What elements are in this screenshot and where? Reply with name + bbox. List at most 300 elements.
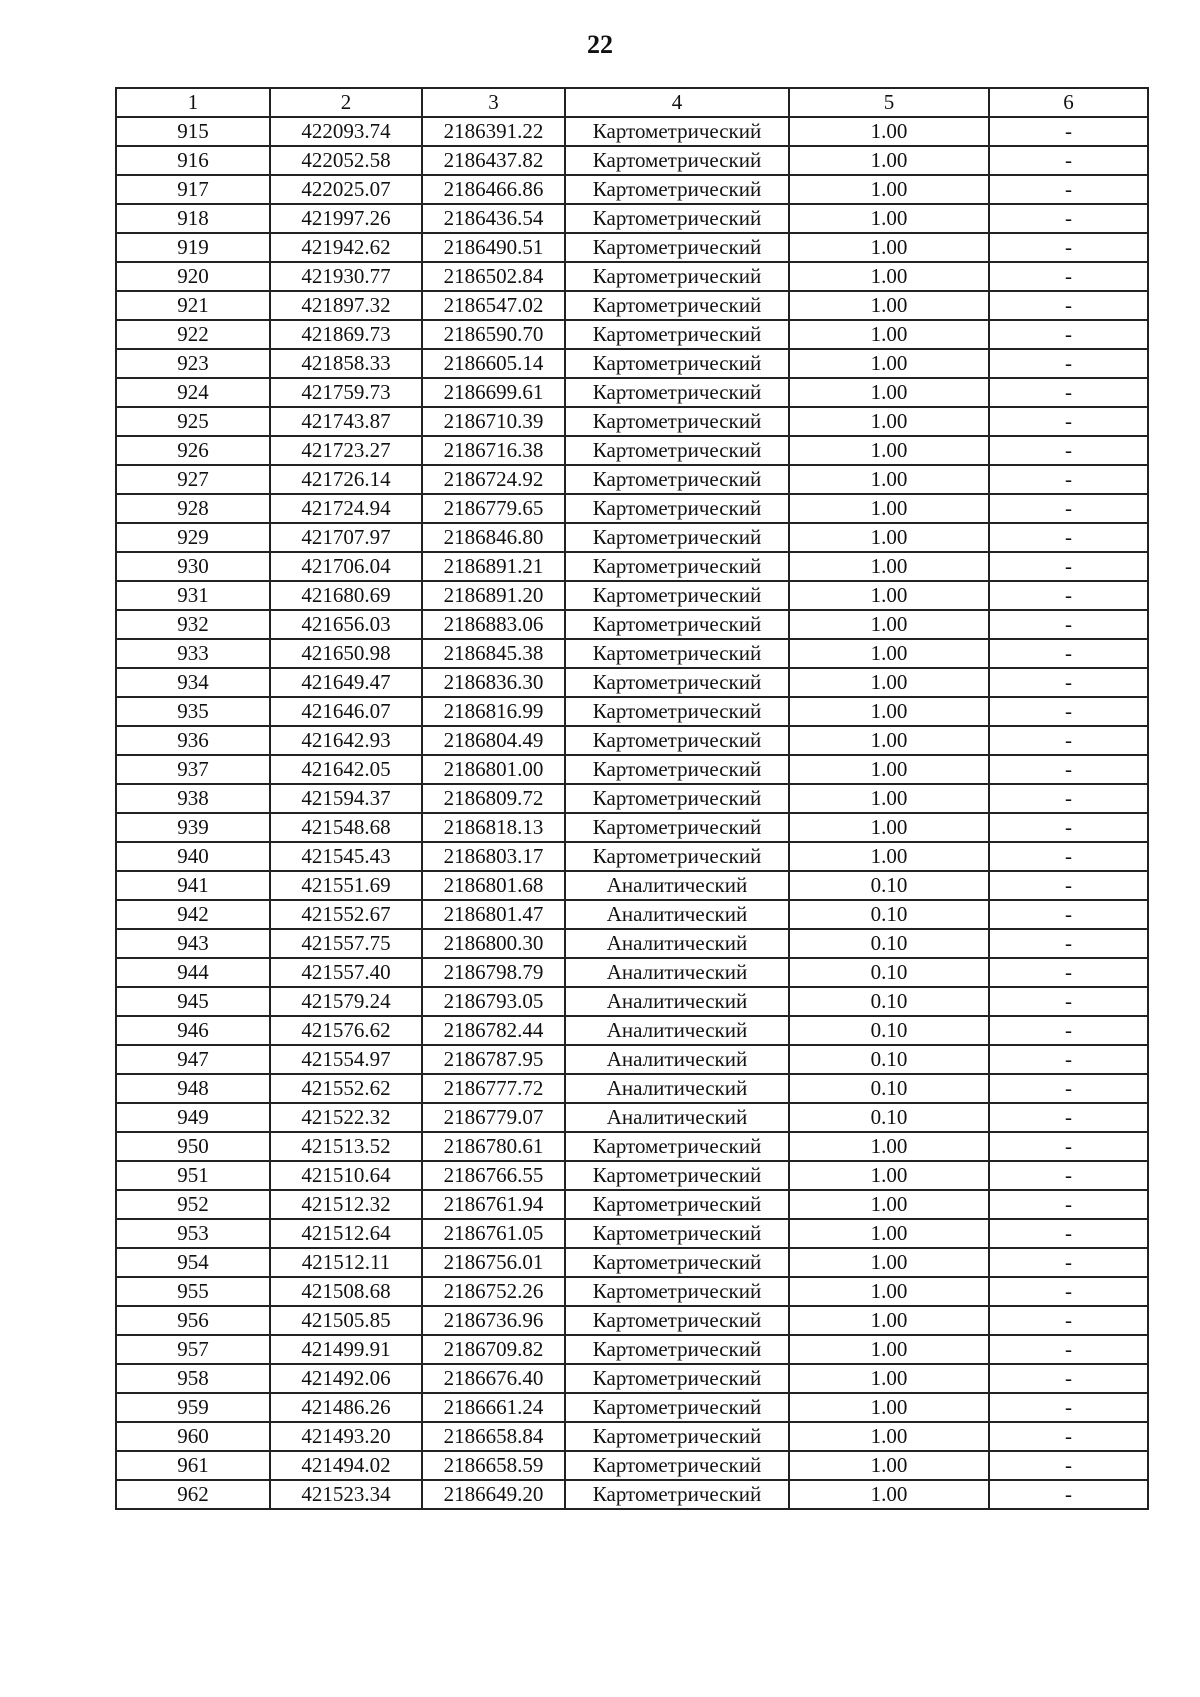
- method-cell: Картометрический: [565, 610, 789, 639]
- accuracy-cell: 0.10: [789, 987, 989, 1016]
- point-number-cell: 917: [116, 175, 270, 204]
- column-header: 1: [116, 88, 270, 117]
- description-cell: -: [989, 320, 1148, 349]
- description-cell: -: [989, 639, 1148, 668]
- page-number: 22: [587, 30, 613, 59]
- description-cell: -: [989, 1422, 1148, 1451]
- x-coordinate-cell: 421649.47: [270, 668, 422, 697]
- accuracy-cell: 1.00: [789, 726, 989, 755]
- y-coordinate-cell: 2186804.49: [422, 726, 565, 755]
- y-coordinate-cell: 2186649.20: [422, 1480, 565, 1509]
- accuracy-cell: 1.00: [789, 349, 989, 378]
- method-cell: Картометрический: [565, 1161, 789, 1190]
- x-coordinate-cell: 421579.24: [270, 987, 422, 1016]
- x-coordinate-cell: 422093.74: [270, 117, 422, 146]
- x-coordinate-cell: 421942.62: [270, 233, 422, 262]
- description-cell: -: [989, 407, 1148, 436]
- point-number-cell: 954: [116, 1248, 270, 1277]
- table-body: [116, 117, 1148, 1509]
- description-cell: -: [989, 1016, 1148, 1045]
- table-row: [116, 117, 1148, 146]
- method-cell: Аналитический: [565, 1103, 789, 1132]
- x-coordinate-cell: 422025.07: [270, 175, 422, 204]
- table-row: [116, 291, 1148, 320]
- description-cell: -: [989, 1132, 1148, 1161]
- method-cell: Картометрический: [565, 1364, 789, 1393]
- method-cell: Аналитический: [565, 871, 789, 900]
- accuracy-cell: 1.00: [789, 523, 989, 552]
- y-coordinate-cell: 2186756.01: [422, 1248, 565, 1277]
- table-row: [116, 146, 1148, 175]
- description-cell: -: [989, 755, 1148, 784]
- y-coordinate-cell: 2186780.61: [422, 1132, 565, 1161]
- x-coordinate-cell: 421508.68: [270, 1277, 422, 1306]
- point-number-cell: 940: [116, 842, 270, 871]
- point-number-cell: 948: [116, 1074, 270, 1103]
- description-cell: -: [989, 581, 1148, 610]
- point-number-cell: 918: [116, 204, 270, 233]
- accuracy-cell: 1.00: [789, 842, 989, 871]
- y-coordinate-cell: 2186490.51: [422, 233, 565, 262]
- x-coordinate-cell: 421493.20: [270, 1422, 422, 1451]
- coordinates-table: [115, 87, 1149, 1510]
- x-coordinate-cell: 421706.04: [270, 552, 422, 581]
- point-number-cell: 928: [116, 494, 270, 523]
- x-coordinate-cell: 421594.37: [270, 784, 422, 813]
- table-row: [116, 871, 1148, 900]
- description-cell: -: [989, 175, 1148, 204]
- y-coordinate-cell: 2186752.26: [422, 1277, 565, 1306]
- point-number-cell: 950: [116, 1132, 270, 1161]
- point-number-cell: 955: [116, 1277, 270, 1306]
- method-cell: Картометрический: [565, 378, 789, 407]
- accuracy-cell: 1.00: [789, 204, 989, 233]
- x-coordinate-cell: 421680.69: [270, 581, 422, 610]
- description-cell: -: [989, 291, 1148, 320]
- description-cell: -: [989, 1306, 1148, 1335]
- table-row: [116, 1016, 1148, 1045]
- accuracy-cell: 1.00: [789, 407, 989, 436]
- x-coordinate-cell: 421726.14: [270, 465, 422, 494]
- method-cell: Картометрический: [565, 204, 789, 233]
- x-coordinate-cell: 421723.27: [270, 436, 422, 465]
- x-coordinate-cell: 421554.97: [270, 1045, 422, 1074]
- point-number-cell: 934: [116, 668, 270, 697]
- accuracy-cell: 1.00: [789, 813, 989, 842]
- method-cell: Картометрический: [565, 552, 789, 581]
- table-row: [116, 1480, 1148, 1509]
- y-coordinate-cell: 2186699.61: [422, 378, 565, 407]
- accuracy-cell: 1.00: [789, 610, 989, 639]
- method-cell: Картометрический: [565, 117, 789, 146]
- x-coordinate-cell: 421486.26: [270, 1393, 422, 1422]
- point-number-cell: 959: [116, 1393, 270, 1422]
- y-coordinate-cell: 2186761.05: [422, 1219, 565, 1248]
- description-cell: -: [989, 1248, 1148, 1277]
- y-coordinate-cell: 2186800.30: [422, 929, 565, 958]
- table-row: [116, 1393, 1148, 1422]
- accuracy-cell: 0.10: [789, 871, 989, 900]
- x-coordinate-cell: 421494.02: [270, 1451, 422, 1480]
- method-cell: Картометрический: [565, 1393, 789, 1422]
- method-cell: Аналитический: [565, 1074, 789, 1103]
- method-cell: Картометрический: [565, 755, 789, 784]
- y-coordinate-cell: 2186845.38: [422, 639, 565, 668]
- point-number-cell: 951: [116, 1161, 270, 1190]
- accuracy-cell: 1.00: [789, 1422, 989, 1451]
- x-coordinate-cell: 421997.26: [270, 204, 422, 233]
- accuracy-cell: 1.00: [789, 1364, 989, 1393]
- description-cell: -: [989, 958, 1148, 987]
- point-number-cell: 936: [116, 726, 270, 755]
- description-cell: -: [989, 900, 1148, 929]
- y-coordinate-cell: 2186590.70: [422, 320, 565, 349]
- accuracy-cell: 1.00: [789, 291, 989, 320]
- table-row: [116, 1045, 1148, 1074]
- y-coordinate-cell: 2186658.84: [422, 1422, 565, 1451]
- point-number-cell: 961: [116, 1451, 270, 1480]
- y-coordinate-cell: 2186777.72: [422, 1074, 565, 1103]
- y-coordinate-cell: 2186391.22: [422, 117, 565, 146]
- y-coordinate-cell: 2186724.92: [422, 465, 565, 494]
- method-cell: Картометрический: [565, 1219, 789, 1248]
- point-number-cell: 923: [116, 349, 270, 378]
- table-row: [116, 610, 1148, 639]
- point-number-cell: 939: [116, 813, 270, 842]
- point-number-cell: 937: [116, 755, 270, 784]
- table-row: [116, 842, 1148, 871]
- x-coordinate-cell: 421897.32: [270, 291, 422, 320]
- description-cell: -: [989, 436, 1148, 465]
- point-number-cell: 941: [116, 871, 270, 900]
- point-number-cell: 916: [116, 146, 270, 175]
- description-cell: -: [989, 349, 1148, 378]
- table-row: [116, 407, 1148, 436]
- x-coordinate-cell: 421510.64: [270, 1161, 422, 1190]
- y-coordinate-cell: 2186809.72: [422, 784, 565, 813]
- accuracy-cell: 0.10: [789, 958, 989, 987]
- point-number-cell: 920: [116, 262, 270, 291]
- accuracy-cell: 1.00: [789, 1161, 989, 1190]
- accuracy-cell: 1.00: [789, 1190, 989, 1219]
- accuracy-cell: 1.00: [789, 117, 989, 146]
- y-coordinate-cell: 2186836.30: [422, 668, 565, 697]
- y-coordinate-cell: 2186502.84: [422, 262, 565, 291]
- method-cell: Картометрический: [565, 349, 789, 378]
- y-coordinate-cell: 2186787.95: [422, 1045, 565, 1074]
- point-number-cell: 931: [116, 581, 270, 610]
- table-row: [116, 784, 1148, 813]
- table-row: [116, 465, 1148, 494]
- accuracy-cell: 1.00: [789, 1248, 989, 1277]
- table-row: [116, 581, 1148, 610]
- method-cell: Картометрический: [565, 784, 789, 813]
- description-cell: -: [989, 668, 1148, 697]
- x-coordinate-cell: 421557.40: [270, 958, 422, 987]
- point-number-cell: 929: [116, 523, 270, 552]
- accuracy-cell: 1.00: [789, 320, 989, 349]
- accuracy-cell: 1.00: [789, 175, 989, 204]
- description-cell: -: [989, 610, 1148, 639]
- y-coordinate-cell: 2186736.96: [422, 1306, 565, 1335]
- y-coordinate-cell: 2186437.82: [422, 146, 565, 175]
- x-coordinate-cell: 421869.73: [270, 320, 422, 349]
- table-row: [116, 320, 1148, 349]
- accuracy-cell: 1.00: [789, 581, 989, 610]
- point-number-cell: 938: [116, 784, 270, 813]
- y-coordinate-cell: 2186436.54: [422, 204, 565, 233]
- y-coordinate-cell: 2186793.05: [422, 987, 565, 1016]
- method-cell: Картометрический: [565, 465, 789, 494]
- x-coordinate-cell: 421513.52: [270, 1132, 422, 1161]
- point-number-cell: 946: [116, 1016, 270, 1045]
- x-coordinate-cell: 421548.68: [270, 813, 422, 842]
- y-coordinate-cell: 2186676.40: [422, 1364, 565, 1393]
- method-cell: Картометрический: [565, 233, 789, 262]
- point-number-cell: 947: [116, 1045, 270, 1074]
- point-number-cell: 926: [116, 436, 270, 465]
- x-coordinate-cell: 421646.07: [270, 697, 422, 726]
- y-coordinate-cell: 2186801.00: [422, 755, 565, 784]
- x-coordinate-cell: 421492.06: [270, 1364, 422, 1393]
- method-cell: Картометрический: [565, 668, 789, 697]
- accuracy-cell: 1.00: [789, 1306, 989, 1335]
- x-coordinate-cell: 421499.91: [270, 1335, 422, 1364]
- description-cell: -: [989, 233, 1148, 262]
- accuracy-cell: 1.00: [789, 1393, 989, 1422]
- y-coordinate-cell: 2186605.14: [422, 349, 565, 378]
- y-coordinate-cell: 2186803.17: [422, 842, 565, 871]
- point-number-cell: 915: [116, 117, 270, 146]
- x-coordinate-cell: 422052.58: [270, 146, 422, 175]
- description-cell: -: [989, 204, 1148, 233]
- y-coordinate-cell: 2186779.07: [422, 1103, 565, 1132]
- x-coordinate-cell: 421552.67: [270, 900, 422, 929]
- accuracy-cell: 1.00: [789, 1451, 989, 1480]
- method-cell: Картометрический: [565, 175, 789, 204]
- description-cell: -: [989, 726, 1148, 755]
- table-row: [116, 1364, 1148, 1393]
- method-cell: Картометрический: [565, 813, 789, 842]
- description-cell: -: [989, 929, 1148, 958]
- method-cell: Картометрический: [565, 1422, 789, 1451]
- method-cell: Картометрический: [565, 262, 789, 291]
- point-number-cell: 957: [116, 1335, 270, 1364]
- x-coordinate-cell: 421552.62: [270, 1074, 422, 1103]
- table-row: [116, 175, 1148, 204]
- point-number-cell: 932: [116, 610, 270, 639]
- method-cell: Картометрический: [565, 494, 789, 523]
- y-coordinate-cell: 2186716.38: [422, 436, 565, 465]
- x-coordinate-cell: 421522.32: [270, 1103, 422, 1132]
- description-cell: -: [989, 1393, 1148, 1422]
- method-cell: Картометрический: [565, 1277, 789, 1306]
- description-cell: -: [989, 117, 1148, 146]
- description-cell: -: [989, 494, 1148, 523]
- description-cell: -: [989, 1335, 1148, 1364]
- x-coordinate-cell: 421650.98: [270, 639, 422, 668]
- accuracy-cell: 1.00: [789, 668, 989, 697]
- x-coordinate-cell: 421523.34: [270, 1480, 422, 1509]
- table-row: [116, 1335, 1148, 1364]
- table-row: [116, 233, 1148, 262]
- description-cell: -: [989, 1480, 1148, 1509]
- point-number-cell: 942: [116, 900, 270, 929]
- description-cell: -: [989, 1190, 1148, 1219]
- table-row: [116, 436, 1148, 465]
- accuracy-cell: 1.00: [789, 436, 989, 465]
- x-coordinate-cell: 421557.75: [270, 929, 422, 958]
- table-row: [116, 262, 1148, 291]
- x-coordinate-cell: 421576.62: [270, 1016, 422, 1045]
- y-coordinate-cell: 2186891.21: [422, 552, 565, 581]
- y-coordinate-cell: 2186798.79: [422, 958, 565, 987]
- point-number-cell: 952: [116, 1190, 270, 1219]
- y-coordinate-cell: 2186710.39: [422, 407, 565, 436]
- table-row: [116, 494, 1148, 523]
- accuracy-cell: 0.10: [789, 1074, 989, 1103]
- y-coordinate-cell: 2186466.86: [422, 175, 565, 204]
- method-cell: Аналитический: [565, 1016, 789, 1045]
- accuracy-cell: 1.00: [789, 784, 989, 813]
- method-cell: Картометрический: [565, 697, 789, 726]
- description-cell: -: [989, 552, 1148, 581]
- y-coordinate-cell: 2186709.82: [422, 1335, 565, 1364]
- point-number-cell: 930: [116, 552, 270, 581]
- accuracy-cell: 0.10: [789, 929, 989, 958]
- accuracy-cell: 1.00: [789, 465, 989, 494]
- point-number-cell: 943: [116, 929, 270, 958]
- accuracy-cell: 1.00: [789, 233, 989, 262]
- table-row: [116, 668, 1148, 697]
- description-cell: -: [989, 1451, 1148, 1480]
- method-cell: Картометрический: [565, 436, 789, 465]
- method-cell: Картометрический: [565, 1248, 789, 1277]
- description-cell: -: [989, 1045, 1148, 1074]
- method-cell: Картометрический: [565, 842, 789, 871]
- table-row: [116, 929, 1148, 958]
- accuracy-cell: 1.00: [789, 146, 989, 175]
- accuracy-cell: 1.00: [789, 262, 989, 291]
- x-coordinate-cell: 421505.85: [270, 1306, 422, 1335]
- x-coordinate-cell: 421858.33: [270, 349, 422, 378]
- accuracy-cell: 1.00: [789, 1480, 989, 1509]
- table-row: [116, 1190, 1148, 1219]
- x-coordinate-cell: 421642.93: [270, 726, 422, 755]
- y-coordinate-cell: 2186779.65: [422, 494, 565, 523]
- y-coordinate-cell: 2186661.24: [422, 1393, 565, 1422]
- x-coordinate-cell: 421642.05: [270, 755, 422, 784]
- table-row: [116, 987, 1148, 1016]
- table-row: [116, 1074, 1148, 1103]
- method-cell: Картометрический: [565, 1335, 789, 1364]
- point-number-cell: 958: [116, 1364, 270, 1393]
- x-coordinate-cell: 421551.69: [270, 871, 422, 900]
- y-coordinate-cell: 2186782.44: [422, 1016, 565, 1045]
- description-cell: -: [989, 842, 1148, 871]
- method-cell: Аналитический: [565, 900, 789, 929]
- description-cell: -: [989, 1364, 1148, 1393]
- accuracy-cell: 1.00: [789, 494, 989, 523]
- description-cell: -: [989, 1103, 1148, 1132]
- x-coordinate-cell: 421743.87: [270, 407, 422, 436]
- table-row: [116, 958, 1148, 987]
- table-row: [116, 726, 1148, 755]
- x-coordinate-cell: 421656.03: [270, 610, 422, 639]
- accuracy-cell: 1.00: [789, 1132, 989, 1161]
- method-cell: Картометрический: [565, 1190, 789, 1219]
- point-number-cell: 919: [116, 233, 270, 262]
- table-row: [116, 1161, 1148, 1190]
- method-cell: Аналитический: [565, 929, 789, 958]
- method-cell: Аналитический: [565, 958, 789, 987]
- description-cell: -: [989, 465, 1148, 494]
- table-row: [116, 552, 1148, 581]
- y-coordinate-cell: 2186761.94: [422, 1190, 565, 1219]
- column-header: 4: [565, 88, 789, 117]
- method-cell: Картометрический: [565, 581, 789, 610]
- method-cell: Аналитический: [565, 987, 789, 1016]
- x-coordinate-cell: 421707.97: [270, 523, 422, 552]
- table-row: [116, 204, 1148, 233]
- table-row: [116, 1219, 1148, 1248]
- accuracy-cell: 0.10: [789, 1016, 989, 1045]
- x-coordinate-cell: 421512.32: [270, 1190, 422, 1219]
- method-cell: Картометрический: [565, 407, 789, 436]
- table-row: [116, 1277, 1148, 1306]
- column-header: 5: [789, 88, 989, 117]
- method-cell: Аналитический: [565, 1045, 789, 1074]
- method-cell: Картометрический: [565, 1306, 789, 1335]
- table-row: [116, 697, 1148, 726]
- table-row: [116, 813, 1148, 842]
- accuracy-cell: 1.00: [789, 1335, 989, 1364]
- x-coordinate-cell: 421930.77: [270, 262, 422, 291]
- point-number-cell: 921: [116, 291, 270, 320]
- y-coordinate-cell: 2186846.80: [422, 523, 565, 552]
- method-cell: Картометрический: [565, 1480, 789, 1509]
- method-cell: Картометрический: [565, 291, 789, 320]
- table-row: [116, 755, 1148, 784]
- description-cell: -: [989, 784, 1148, 813]
- accuracy-cell: 1.00: [789, 755, 989, 784]
- x-coordinate-cell: 421724.94: [270, 494, 422, 523]
- accuracy-cell: 0.10: [789, 900, 989, 929]
- table-row: [116, 1132, 1148, 1161]
- description-cell: -: [989, 1277, 1148, 1306]
- accuracy-cell: 1.00: [789, 1277, 989, 1306]
- y-coordinate-cell: 2186883.06: [422, 610, 565, 639]
- x-coordinate-cell: 421512.64: [270, 1219, 422, 1248]
- table-row: [116, 349, 1148, 378]
- table-row: [116, 1103, 1148, 1132]
- accuracy-cell: 0.10: [789, 1103, 989, 1132]
- y-coordinate-cell: 2186547.02: [422, 291, 565, 320]
- description-cell: -: [989, 813, 1148, 842]
- table-row: [116, 378, 1148, 407]
- table-header-row: [116, 88, 1148, 117]
- accuracy-cell: 1.00: [789, 639, 989, 668]
- description-cell: -: [989, 146, 1148, 175]
- table-row: [116, 900, 1148, 929]
- point-number-cell: 944: [116, 958, 270, 987]
- point-number-cell: 922: [116, 320, 270, 349]
- point-number-cell: 953: [116, 1219, 270, 1248]
- point-number-cell: 960: [116, 1422, 270, 1451]
- point-number-cell: 924: [116, 378, 270, 407]
- method-cell: Картометрический: [565, 146, 789, 175]
- description-cell: -: [989, 1074, 1148, 1103]
